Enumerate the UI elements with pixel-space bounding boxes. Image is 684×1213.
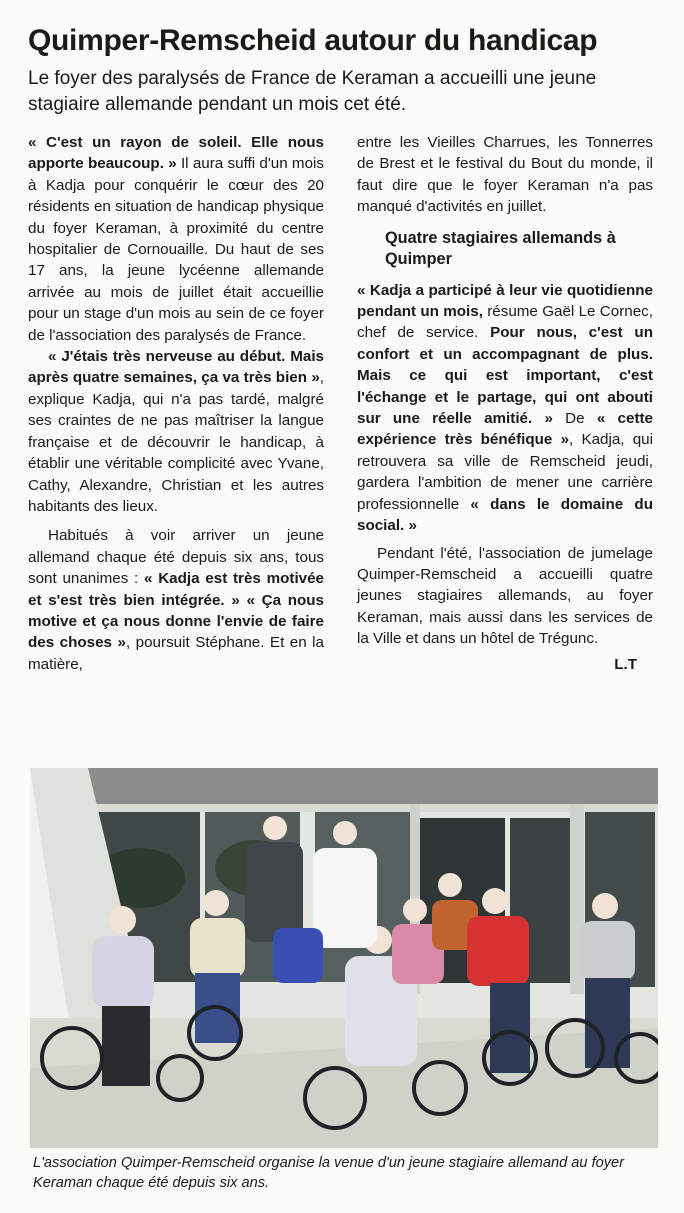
quote: « cette expérience très bénéfique »	[357, 410, 654, 449]
group-photo-image	[30, 768, 658, 1148]
body-text: Il aura suffi d'un mois à Kadja pour conquérir le cœur des 20 résidents en situation de handicap physique du foyer Keraman, à proximité du centre hospitalier de Cornouaille. Du haut de ses 17 ans, la jeune lycéenne allemande arrivée au mois de juillet était accueillie pour un stage d'un mois au sein de ce foyer de l'association des paralysés de France.	[28, 155, 324, 344]
body-text: Habitués à voir arriver un jeune allemand chaque été depuis six ans, tous sont unanimes :	[28, 527, 324, 588]
quote: « Kadja a participé à leur vie quotidienne pendant un mois,	[357, 281, 653, 321]
body-text: Pendant l'été, l'association de jumelage Quimper-Remscheid a accueilli quatre jeunes stagiaires allemands, au foyer Keraman, mais aussi dans les services de la Ville et dans un hôtel de Trégunc.	[357, 544, 653, 648]
paragraph	[357, 132, 653, 218]
group-photo	[30, 768, 658, 1148]
paragraph	[357, 543, 653, 650]
byline: L.T	[614, 655, 637, 673]
body-text: entre les Vieilles Charrues, les Tonnerres de Brest et le festival du Bout du monde, il faut dire que le foyer Keraman n'a pas manqué d'activités en juillet.	[357, 134, 653, 216]
paragraph	[357, 280, 653, 537]
body-text: De	[552, 410, 597, 428]
quote: « Kadja est très motivée et s'est très bien intégrée. » « Ça nous motive et ça nous donne l'envie de faire des choses »	[28, 570, 324, 652]
headline: Quimper-Remscheid autour du handicap	[28, 24, 598, 57]
paragraph	[28, 132, 324, 346]
column-right	[357, 132, 653, 675]
body-text: , explique Kadja, qui n'a pas tardé, malgré ses craintes de ne pas maîtriser la langue française et de découvrir le handicap, à établir une véritable complicité avec Yvane, Cathy, Alexandre, Christian et les autres habitants des lieux.	[28, 369, 324, 515]
quote: « J'étais très nerveuse au début. Mais après quatre semaines, ça va très bien »	[28, 348, 324, 387]
standfirst: Le foyer des paralysés de France de Keraman a accueilli une jeune stagiaire allemande pendant un mois cet été.	[28, 68, 597, 115]
quote: « C'est un rayon de soleil. Elle nous apporte beaucoup. »	[28, 134, 324, 173]
photo-caption: L'association Quimper-Remscheid organise la venue d'un jeune stagiaire allemand au foyer Keraman chaque été depuis six ans.	[33, 1155, 625, 1191]
paragraph	[28, 346, 324, 517]
paragraph	[28, 525, 324, 675]
body-text: , Kadja, qui retrouvera sa ville de Remscheid jeudi, gardera l'ambition de mener une carrière professionnelle	[357, 431, 653, 513]
column-left	[28, 132, 324, 675]
body-text: , poursuit Stéphane. Et en la matière,	[28, 634, 324, 673]
subheading: Quatre stagiaires allemands à Quimper	[385, 228, 616, 268]
quote: Pour nous, c'est un confort et un accompagnant de plus. Mais ce qui est important, c'est l'échange et le partage, qui ont abouti sur une réelle amitié. »	[357, 324, 653, 428]
body-text: résume Gaël Le Cornec, chef de service.	[357, 303, 653, 342]
quote: « dans le domaine du social. »	[357, 495, 653, 535]
